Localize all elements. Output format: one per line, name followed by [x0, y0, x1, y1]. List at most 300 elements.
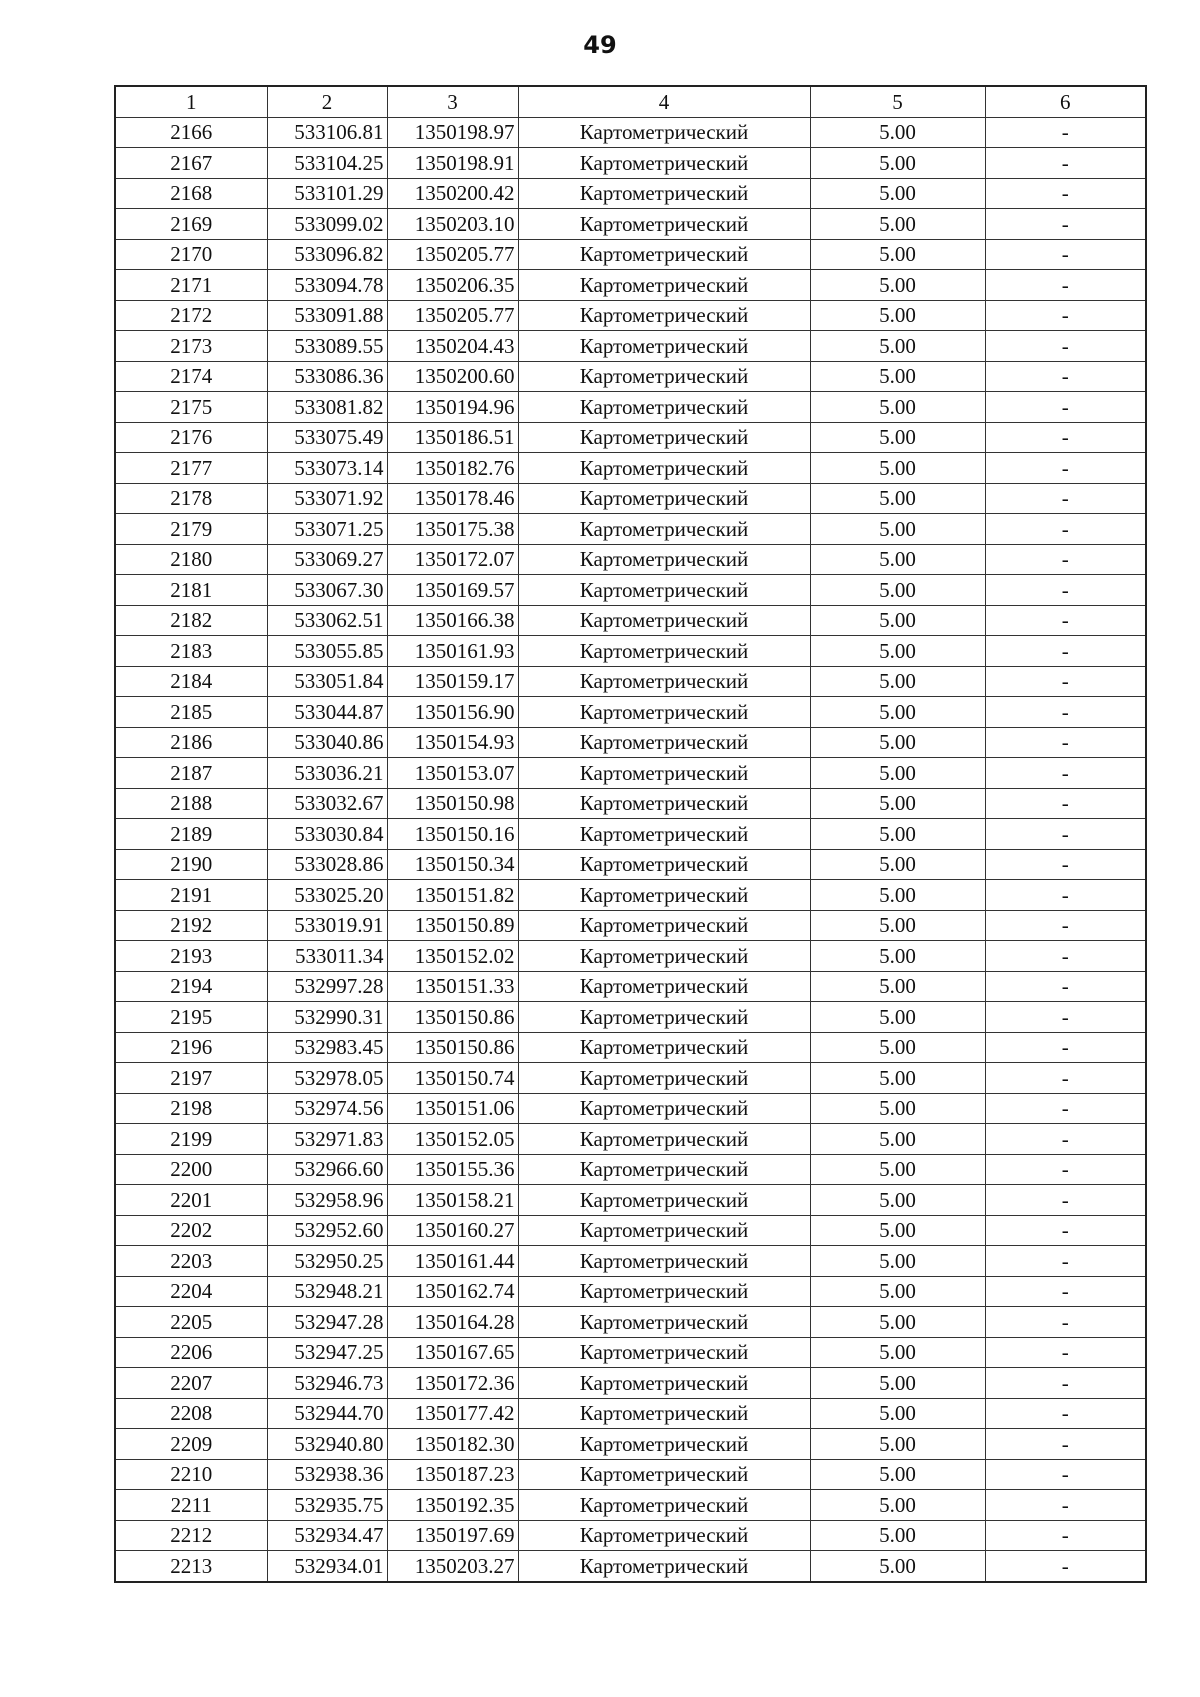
y-coordinate-cell: 1350194.96 — [387, 392, 518, 423]
description-cell: - — [985, 331, 1146, 362]
x-coordinate-cell: 533062.51 — [267, 605, 387, 636]
table-row — [115, 1459, 1146, 1490]
method-cell: Картометрический — [518, 239, 810, 270]
accuracy-cell: 5.00 — [810, 849, 985, 880]
table-row — [115, 270, 1146, 301]
x-coordinate-cell: 533036.21 — [267, 758, 387, 789]
method-cell: Картометрический — [518, 544, 810, 575]
description-cell: - — [985, 453, 1146, 484]
y-coordinate-cell: 1350200.60 — [387, 361, 518, 392]
y-coordinate-cell: 1350160.27 — [387, 1215, 518, 1246]
method-cell: Картометрический — [518, 1063, 810, 1094]
page-number: 49 — [583, 31, 617, 59]
accuracy-cell: 5.00 — [810, 605, 985, 636]
description-cell: - — [985, 483, 1146, 514]
method-cell: Картометрический — [518, 788, 810, 819]
table-row — [115, 727, 1146, 758]
point-number-cell: 2176 — [115, 422, 267, 453]
description-cell: - — [985, 1368, 1146, 1399]
x-coordinate-cell: 533019.91 — [267, 910, 387, 941]
accuracy-cell: 5.00 — [810, 1520, 985, 1551]
point-number-cell: 2179 — [115, 514, 267, 545]
table-row — [115, 1185, 1146, 1216]
coordinates-table — [114, 85, 1147, 1583]
description-cell: - — [985, 178, 1146, 209]
accuracy-cell: 5.00 — [810, 544, 985, 575]
y-coordinate-cell: 1350177.42 — [387, 1398, 518, 1429]
table-row — [115, 758, 1146, 789]
table-row — [115, 1398, 1146, 1429]
y-coordinate-cell: 1350164.28 — [387, 1307, 518, 1338]
table-row — [115, 392, 1146, 423]
x-coordinate-cell: 532947.28 — [267, 1307, 387, 1338]
method-cell: Картометрический — [518, 1459, 810, 1490]
x-coordinate-cell: 532940.80 — [267, 1429, 387, 1460]
point-number-cell: 2197 — [115, 1063, 267, 1094]
description-cell: - — [985, 1185, 1146, 1216]
table-row — [115, 880, 1146, 911]
y-coordinate-cell: 1350178.46 — [387, 483, 518, 514]
x-coordinate-cell: 533099.02 — [267, 209, 387, 240]
column-header: 5 — [810, 86, 985, 117]
accuracy-cell: 5.00 — [810, 1337, 985, 1368]
point-number-cell: 2181 — [115, 575, 267, 606]
point-number-cell: 2199 — [115, 1124, 267, 1155]
method-cell: Картометрический — [518, 1398, 810, 1429]
point-number-cell: 2205 — [115, 1307, 267, 1338]
table-row — [115, 1429, 1146, 1460]
table-body — [115, 117, 1146, 1582]
y-coordinate-cell: 1350186.51 — [387, 422, 518, 453]
method-cell: Картометрический — [518, 1520, 810, 1551]
x-coordinate-cell: 533025.20 — [267, 880, 387, 911]
table-row — [115, 239, 1146, 270]
x-coordinate-cell: 532947.25 — [267, 1337, 387, 1368]
method-cell: Картометрический — [518, 178, 810, 209]
x-coordinate-cell: 532950.25 — [267, 1246, 387, 1277]
method-cell: Картометрический — [518, 1276, 810, 1307]
y-coordinate-cell: 1350205.77 — [387, 239, 518, 270]
x-coordinate-cell: 532935.75 — [267, 1490, 387, 1521]
x-coordinate-cell: 533055.85 — [267, 636, 387, 667]
accuracy-cell: 5.00 — [810, 1276, 985, 1307]
x-coordinate-cell: 532966.60 — [267, 1154, 387, 1185]
description-cell: - — [985, 1551, 1146, 1582]
accuracy-cell: 5.00 — [810, 1398, 985, 1429]
point-number-cell: 2201 — [115, 1185, 267, 1216]
method-cell: Картометрический — [518, 1368, 810, 1399]
point-number-cell: 2180 — [115, 544, 267, 575]
method-cell: Картометрический — [518, 453, 810, 484]
x-coordinate-cell: 533075.49 — [267, 422, 387, 453]
y-coordinate-cell: 1350197.69 — [387, 1520, 518, 1551]
method-cell: Картометрический — [518, 392, 810, 423]
table-row — [115, 575, 1146, 606]
point-number-cell: 2187 — [115, 758, 267, 789]
description-cell: - — [985, 697, 1146, 728]
y-coordinate-cell: 1350156.90 — [387, 697, 518, 728]
point-number-cell: 2168 — [115, 178, 267, 209]
description-cell: - — [985, 605, 1146, 636]
x-coordinate-cell: 532971.83 — [267, 1124, 387, 1155]
description-cell: - — [985, 1093, 1146, 1124]
accuracy-cell: 5.00 — [810, 758, 985, 789]
point-number-cell: 2200 — [115, 1154, 267, 1185]
table-row — [115, 422, 1146, 453]
point-number-cell: 2190 — [115, 849, 267, 880]
method-cell: Картометрический — [518, 880, 810, 911]
accuracy-cell: 5.00 — [810, 880, 985, 911]
method-cell: Картометрический — [518, 1246, 810, 1277]
accuracy-cell: 5.00 — [810, 1307, 985, 1338]
point-number-cell: 2207 — [115, 1368, 267, 1399]
y-coordinate-cell: 1350161.44 — [387, 1246, 518, 1277]
description-cell: - — [985, 1337, 1146, 1368]
point-number-cell: 2191 — [115, 880, 267, 911]
y-coordinate-cell: 1350151.82 — [387, 880, 518, 911]
x-coordinate-cell: 533071.25 — [267, 514, 387, 545]
point-number-cell: 2189 — [115, 819, 267, 850]
y-coordinate-cell: 1350192.35 — [387, 1490, 518, 1521]
description-cell: - — [985, 148, 1146, 179]
accuracy-cell: 5.00 — [810, 941, 985, 972]
method-cell: Картометрический — [518, 727, 810, 758]
accuracy-cell: 5.00 — [810, 819, 985, 850]
description-cell: - — [985, 1032, 1146, 1063]
point-number-cell: 2192 — [115, 910, 267, 941]
column-header: 3 — [387, 86, 518, 117]
y-coordinate-cell: 1350158.21 — [387, 1185, 518, 1216]
x-coordinate-cell: 533104.25 — [267, 148, 387, 179]
description-cell: - — [985, 300, 1146, 331]
description-cell: - — [985, 941, 1146, 972]
description-cell: - — [985, 575, 1146, 606]
accuracy-cell: 5.00 — [810, 239, 985, 270]
x-coordinate-cell: 533032.67 — [267, 788, 387, 819]
accuracy-cell: 5.00 — [810, 971, 985, 1002]
x-coordinate-cell: 532948.21 — [267, 1276, 387, 1307]
table-row — [115, 636, 1146, 667]
table-row — [115, 605, 1146, 636]
x-coordinate-cell: 533040.86 — [267, 727, 387, 758]
table-row — [115, 300, 1146, 331]
accuracy-cell: 5.00 — [810, 453, 985, 484]
x-coordinate-cell: 532974.56 — [267, 1093, 387, 1124]
accuracy-cell: 5.00 — [810, 1246, 985, 1277]
x-coordinate-cell: 533094.78 — [267, 270, 387, 301]
x-coordinate-cell: 533106.81 — [267, 117, 387, 148]
y-coordinate-cell: 1350150.16 — [387, 819, 518, 850]
accuracy-cell: 5.00 — [810, 1459, 985, 1490]
accuracy-cell: 5.00 — [810, 1215, 985, 1246]
description-cell: - — [985, 880, 1146, 911]
accuracy-cell: 5.00 — [810, 727, 985, 758]
y-coordinate-cell: 1350204.43 — [387, 331, 518, 362]
description-cell: - — [985, 849, 1146, 880]
accuracy-cell: 5.00 — [810, 697, 985, 728]
description-cell: - — [985, 361, 1146, 392]
description-cell: - — [985, 270, 1146, 301]
accuracy-cell: 5.00 — [810, 788, 985, 819]
table-row — [115, 361, 1146, 392]
accuracy-cell: 5.00 — [810, 1063, 985, 1094]
y-coordinate-cell: 1350198.91 — [387, 148, 518, 179]
accuracy-cell: 5.00 — [810, 422, 985, 453]
point-number-cell: 2208 — [115, 1398, 267, 1429]
description-cell: - — [985, 727, 1146, 758]
point-number-cell: 2166 — [115, 117, 267, 148]
method-cell: Картометрический — [518, 666, 810, 697]
description-cell: - — [985, 1124, 1146, 1155]
description-cell: - — [985, 1276, 1146, 1307]
accuracy-cell: 5.00 — [810, 666, 985, 697]
table-row — [115, 483, 1146, 514]
method-cell: Картометрический — [518, 1307, 810, 1338]
description-cell: - — [985, 1307, 1146, 1338]
description-cell: - — [985, 1002, 1146, 1033]
point-number-cell: 2185 — [115, 697, 267, 728]
accuracy-cell: 5.00 — [810, 514, 985, 545]
description-cell: - — [985, 788, 1146, 819]
method-cell: Картометрический — [518, 148, 810, 179]
point-number-cell: 2198 — [115, 1093, 267, 1124]
method-cell: Картометрический — [518, 575, 810, 606]
accuracy-cell: 5.00 — [810, 1551, 985, 1582]
method-cell: Картометрический — [518, 514, 810, 545]
y-coordinate-cell: 1350198.97 — [387, 117, 518, 148]
x-coordinate-cell: 532958.96 — [267, 1185, 387, 1216]
method-cell: Картометрический — [518, 1490, 810, 1521]
accuracy-cell: 5.00 — [810, 117, 985, 148]
method-cell: Картометрический — [518, 1185, 810, 1216]
accuracy-cell: 5.00 — [810, 1429, 985, 1460]
y-coordinate-cell: 1350151.33 — [387, 971, 518, 1002]
method-cell: Картометрический — [518, 300, 810, 331]
description-cell: - — [985, 1490, 1146, 1521]
y-coordinate-cell: 1350206.35 — [387, 270, 518, 301]
y-coordinate-cell: 1350166.38 — [387, 605, 518, 636]
table-row — [115, 1215, 1146, 1246]
point-number-cell: 2170 — [115, 239, 267, 270]
method-cell: Картометрический — [518, 636, 810, 667]
method-cell: Картометрический — [518, 1093, 810, 1124]
table-row — [115, 514, 1146, 545]
description-cell: - — [985, 1154, 1146, 1185]
point-number-cell: 2188 — [115, 788, 267, 819]
point-number-cell: 2195 — [115, 1002, 267, 1033]
method-cell: Картометрический — [518, 971, 810, 1002]
accuracy-cell: 5.00 — [810, 1490, 985, 1521]
x-coordinate-cell: 533028.86 — [267, 849, 387, 880]
table-row — [115, 1063, 1146, 1094]
x-coordinate-cell: 532934.01 — [267, 1551, 387, 1582]
accuracy-cell: 5.00 — [810, 483, 985, 514]
x-coordinate-cell: 532944.70 — [267, 1398, 387, 1429]
x-coordinate-cell: 533030.84 — [267, 819, 387, 850]
x-coordinate-cell: 533071.92 — [267, 483, 387, 514]
y-coordinate-cell: 1350152.05 — [387, 1124, 518, 1155]
description-cell: - — [985, 1063, 1146, 1094]
y-coordinate-cell: 1350182.76 — [387, 453, 518, 484]
x-coordinate-cell: 533067.30 — [267, 575, 387, 606]
y-coordinate-cell: 1350150.86 — [387, 1002, 518, 1033]
y-coordinate-cell: 1350150.86 — [387, 1032, 518, 1063]
y-coordinate-cell: 1350175.38 — [387, 514, 518, 545]
y-coordinate-cell: 1350155.36 — [387, 1154, 518, 1185]
x-coordinate-cell: 533011.34 — [267, 941, 387, 972]
accuracy-cell: 5.00 — [810, 575, 985, 606]
point-number-cell: 2175 — [115, 392, 267, 423]
accuracy-cell: 5.00 — [810, 1368, 985, 1399]
table-row — [115, 849, 1146, 880]
x-coordinate-cell: 532946.73 — [267, 1368, 387, 1399]
table-row — [115, 910, 1146, 941]
table-row — [115, 971, 1146, 1002]
y-coordinate-cell: 1350205.77 — [387, 300, 518, 331]
x-coordinate-cell: 533069.27 — [267, 544, 387, 575]
description-cell: - — [985, 666, 1146, 697]
description-cell: - — [985, 1246, 1146, 1277]
y-coordinate-cell: 1350150.89 — [387, 910, 518, 941]
method-cell: Картометрический — [518, 941, 810, 972]
description-cell: - — [985, 1429, 1146, 1460]
table-row — [115, 1032, 1146, 1063]
method-cell: Картометрический — [518, 1429, 810, 1460]
method-cell: Картометрический — [518, 1032, 810, 1063]
table-row — [115, 1490, 1146, 1521]
y-coordinate-cell: 1350152.02 — [387, 941, 518, 972]
accuracy-cell: 5.00 — [810, 178, 985, 209]
method-cell: Картометрический — [518, 910, 810, 941]
point-number-cell: 2213 — [115, 1551, 267, 1582]
accuracy-cell: 5.00 — [810, 209, 985, 240]
y-coordinate-cell: 1350150.98 — [387, 788, 518, 819]
point-number-cell: 2182 — [115, 605, 267, 636]
x-coordinate-cell: 533051.84 — [267, 666, 387, 697]
table-row — [115, 1093, 1146, 1124]
table-row — [115, 788, 1146, 819]
accuracy-cell: 5.00 — [810, 1154, 985, 1185]
method-cell: Картометрический — [518, 1337, 810, 1368]
x-coordinate-cell: 532990.31 — [267, 1002, 387, 1033]
method-cell: Картометрический — [518, 270, 810, 301]
point-number-cell: 2178 — [115, 483, 267, 514]
column-header: 2 — [267, 86, 387, 117]
point-number-cell: 2212 — [115, 1520, 267, 1551]
method-cell: Картометрический — [518, 849, 810, 880]
y-coordinate-cell: 1350172.07 — [387, 544, 518, 575]
y-coordinate-cell: 1350159.17 — [387, 666, 518, 697]
y-coordinate-cell: 1350161.93 — [387, 636, 518, 667]
x-coordinate-cell: 532978.05 — [267, 1063, 387, 1094]
y-coordinate-cell: 1350151.06 — [387, 1093, 518, 1124]
y-coordinate-cell: 1350200.42 — [387, 178, 518, 209]
point-number-cell: 2210 — [115, 1459, 267, 1490]
x-coordinate-cell: 533091.88 — [267, 300, 387, 331]
description-cell: - — [985, 910, 1146, 941]
table-row — [115, 941, 1146, 972]
method-cell: Картометрический — [518, 1154, 810, 1185]
table-row — [115, 209, 1146, 240]
accuracy-cell: 5.00 — [810, 1002, 985, 1033]
method-cell: Картометрический — [518, 1551, 810, 1582]
column-header: 6 — [985, 86, 1146, 117]
description-cell: - — [985, 392, 1146, 423]
method-cell: Картометрический — [518, 331, 810, 362]
column-header: 1 — [115, 86, 267, 117]
accuracy-cell: 5.00 — [810, 300, 985, 331]
x-coordinate-cell: 533081.82 — [267, 392, 387, 423]
point-number-cell: 2186 — [115, 727, 267, 758]
point-number-cell: 2203 — [115, 1246, 267, 1277]
description-cell: - — [985, 422, 1146, 453]
accuracy-cell: 5.00 — [810, 1124, 985, 1155]
point-number-cell: 2167 — [115, 148, 267, 179]
accuracy-cell: 5.00 — [810, 910, 985, 941]
x-coordinate-cell: 532934.47 — [267, 1520, 387, 1551]
table-row — [115, 148, 1146, 179]
x-coordinate-cell: 533101.29 — [267, 178, 387, 209]
point-number-cell: 2174 — [115, 361, 267, 392]
point-number-cell: 2196 — [115, 1032, 267, 1063]
table-row — [115, 819, 1146, 850]
table-row — [115, 1551, 1146, 1582]
accuracy-cell: 5.00 — [810, 148, 985, 179]
y-coordinate-cell: 1350187.23 — [387, 1459, 518, 1490]
table-row — [115, 1368, 1146, 1399]
method-cell: Картометрический — [518, 209, 810, 240]
y-coordinate-cell: 1350154.93 — [387, 727, 518, 758]
y-coordinate-cell: 1350153.07 — [387, 758, 518, 789]
description-cell: - — [985, 758, 1146, 789]
y-coordinate-cell: 1350150.74 — [387, 1063, 518, 1094]
table-header-row — [115, 86, 1146, 117]
table-row — [115, 1246, 1146, 1277]
y-coordinate-cell: 1350162.74 — [387, 1276, 518, 1307]
accuracy-cell: 5.00 — [810, 1185, 985, 1216]
method-cell: Картометрический — [518, 117, 810, 148]
x-coordinate-cell: 532983.45 — [267, 1032, 387, 1063]
method-cell: Картометрический — [518, 605, 810, 636]
method-cell: Картометрический — [518, 422, 810, 453]
description-cell: - — [985, 544, 1146, 575]
description-cell: - — [985, 1398, 1146, 1429]
y-coordinate-cell: 1350167.65 — [387, 1337, 518, 1368]
table-row — [115, 1002, 1146, 1033]
x-coordinate-cell: 533086.36 — [267, 361, 387, 392]
accuracy-cell: 5.00 — [810, 392, 985, 423]
point-number-cell: 2184 — [115, 666, 267, 697]
x-coordinate-cell: 532938.36 — [267, 1459, 387, 1490]
accuracy-cell: 5.00 — [810, 361, 985, 392]
description-cell: - — [985, 209, 1146, 240]
method-cell: Картометрический — [518, 1124, 810, 1155]
x-coordinate-cell: 532952.60 — [267, 1215, 387, 1246]
point-number-cell: 2209 — [115, 1429, 267, 1460]
point-number-cell: 2172 — [115, 300, 267, 331]
table-row — [115, 1124, 1146, 1155]
point-number-cell: 2169 — [115, 209, 267, 240]
description-cell: - — [985, 971, 1146, 1002]
point-number-cell: 2173 — [115, 331, 267, 362]
description-cell: - — [985, 1520, 1146, 1551]
y-coordinate-cell: 1350182.30 — [387, 1429, 518, 1460]
description-cell: - — [985, 1215, 1146, 1246]
table-row — [115, 1520, 1146, 1551]
column-header: 4 — [518, 86, 810, 117]
x-coordinate-cell: 533044.87 — [267, 697, 387, 728]
x-coordinate-cell: 532997.28 — [267, 971, 387, 1002]
